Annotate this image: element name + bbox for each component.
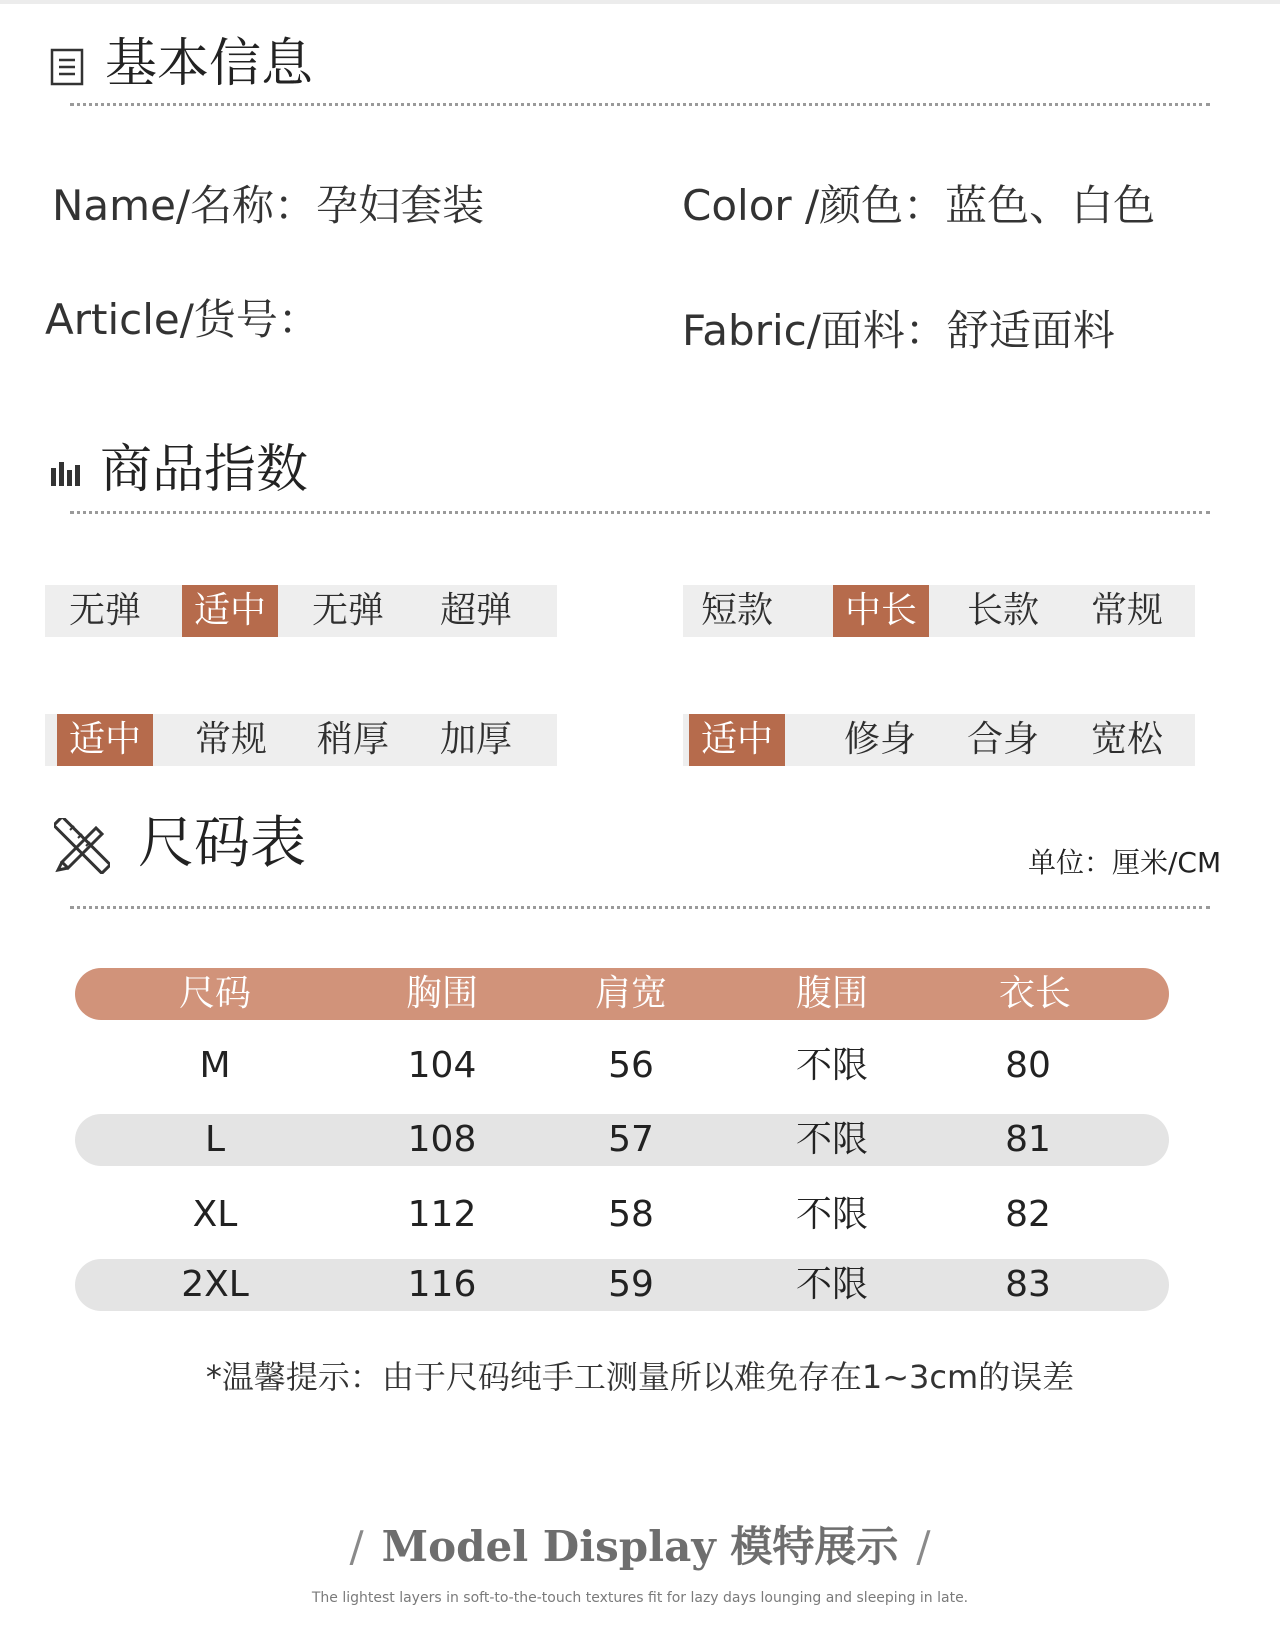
- basic-info-divider: [70, 103, 1210, 106]
- cell-chest: 116: [407, 1264, 477, 1305]
- color-label: Color /颜色：: [682, 181, 946, 230]
- ruler-pencil-icon: [54, 818, 110, 874]
- model-display-en: Model Display: [381, 1522, 716, 1571]
- header-chest: 胸围: [405, 973, 478, 1014]
- fabric-field: [682, 306, 1115, 356]
- cell-length: 83: [1005, 1264, 1051, 1305]
- index-option: 宽松: [1090, 719, 1163, 760]
- table-row: [75, 1259, 1169, 1311]
- measurement-note: *温馨提示：由于尺码纯手工测量所以难免存在1~3cm的误差: [205, 1358, 1075, 1396]
- cell-size: M: [199, 1045, 231, 1086]
- index-option: 常规: [1090, 590, 1163, 631]
- index-option: 无弹: [311, 590, 384, 631]
- title-slash-left: /: [349, 1522, 364, 1571]
- article-label: Article/货号：: [45, 295, 320, 344]
- index-option: 长款: [966, 590, 1039, 631]
- product-index-title: 商品指数: [100, 440, 309, 500]
- header-length: 衣长: [998, 973, 1071, 1014]
- index-group-length: [683, 585, 1195, 637]
- index-group-elasticity: [45, 585, 557, 637]
- cell-length: 80: [1005, 1045, 1051, 1086]
- index-option: 稍厚: [316, 719, 389, 760]
- cell-shoulder: 58: [608, 1194, 654, 1235]
- index-option-selected: 中长: [833, 585, 929, 637]
- product-index-divider: [70, 511, 1210, 514]
- header-size: 尺码: [178, 973, 251, 1014]
- cell-belly: 不限: [795, 1045, 868, 1086]
- model-display-subtitle: The lightest layers in soft-to-the-touch textures fit for lazy days lounging and sleeping in late.: [311, 1590, 969, 1606]
- cell-belly: 不限: [795, 1264, 868, 1305]
- table-row: [75, 1114, 1169, 1166]
- document-icon: [50, 48, 86, 86]
- index-option-selected: 适中: [182, 585, 278, 637]
- index-group-thickness: [45, 714, 557, 766]
- index-option: 加厚: [439, 719, 512, 760]
- size-chart-title: 尺码表: [138, 811, 306, 876]
- table-row: [75, 1040, 1169, 1092]
- unit-label: 单位：厘米/CM: [1028, 846, 1222, 879]
- cell-chest: 104: [407, 1045, 477, 1086]
- color-value: 蓝色、白色: [945, 181, 1156, 230]
- fabric-label: Fabric/面料：: [682, 306, 947, 355]
- cell-belly: 不限: [795, 1194, 868, 1235]
- cell-size: L: [204, 1119, 226, 1160]
- cell-length: 81: [1005, 1119, 1051, 1160]
- color-field: [682, 181, 1155, 231]
- cell-size: 2XL: [181, 1264, 249, 1305]
- article-field: [45, 295, 320, 345]
- index-option: 超弹: [439, 590, 512, 631]
- basic-info-title: 基本信息: [105, 34, 314, 94]
- name-label: Name/名称：: [52, 181, 317, 230]
- name-value: 孕妇套装: [316, 181, 485, 230]
- size-table-header: [75, 968, 1169, 1020]
- cell-belly: 不限: [795, 1119, 868, 1160]
- index-option: 合身: [966, 719, 1039, 760]
- index-option: 常规: [194, 719, 267, 760]
- index-option-selected: 适中: [57, 714, 153, 766]
- index-group-fit: [683, 714, 1195, 766]
- table-row: [75, 1189, 1169, 1241]
- cell-shoulder: 59: [608, 1264, 654, 1305]
- header-shoulder: 肩宽: [594, 973, 667, 1014]
- index-option: 修身: [843, 719, 916, 760]
- index-option-selected: 适中: [689, 714, 785, 766]
- header-belly: 腹围: [795, 973, 868, 1014]
- model-display-title: [0, 1522, 1280, 1572]
- top-divider: [0, 0, 1280, 4]
- index-option: 短款: [700, 590, 773, 631]
- model-display-cn: 模特展示: [730, 1522, 899, 1571]
- name-field: [52, 181, 484, 231]
- fabric-value: 舒适面料: [946, 306, 1115, 355]
- cell-size: XL: [192, 1194, 238, 1235]
- cell-shoulder: 57: [608, 1119, 654, 1160]
- size-chart-divider: [70, 906, 1210, 909]
- bar-chart-icon: [50, 458, 82, 486]
- index-option: 无弹: [68, 590, 141, 631]
- cell-length: 82: [1005, 1194, 1051, 1235]
- cell-chest: 112: [407, 1194, 477, 1235]
- title-slash-right: /: [916, 1522, 931, 1571]
- cell-shoulder: 56: [608, 1045, 654, 1086]
- cell-chest: 108: [407, 1119, 477, 1160]
